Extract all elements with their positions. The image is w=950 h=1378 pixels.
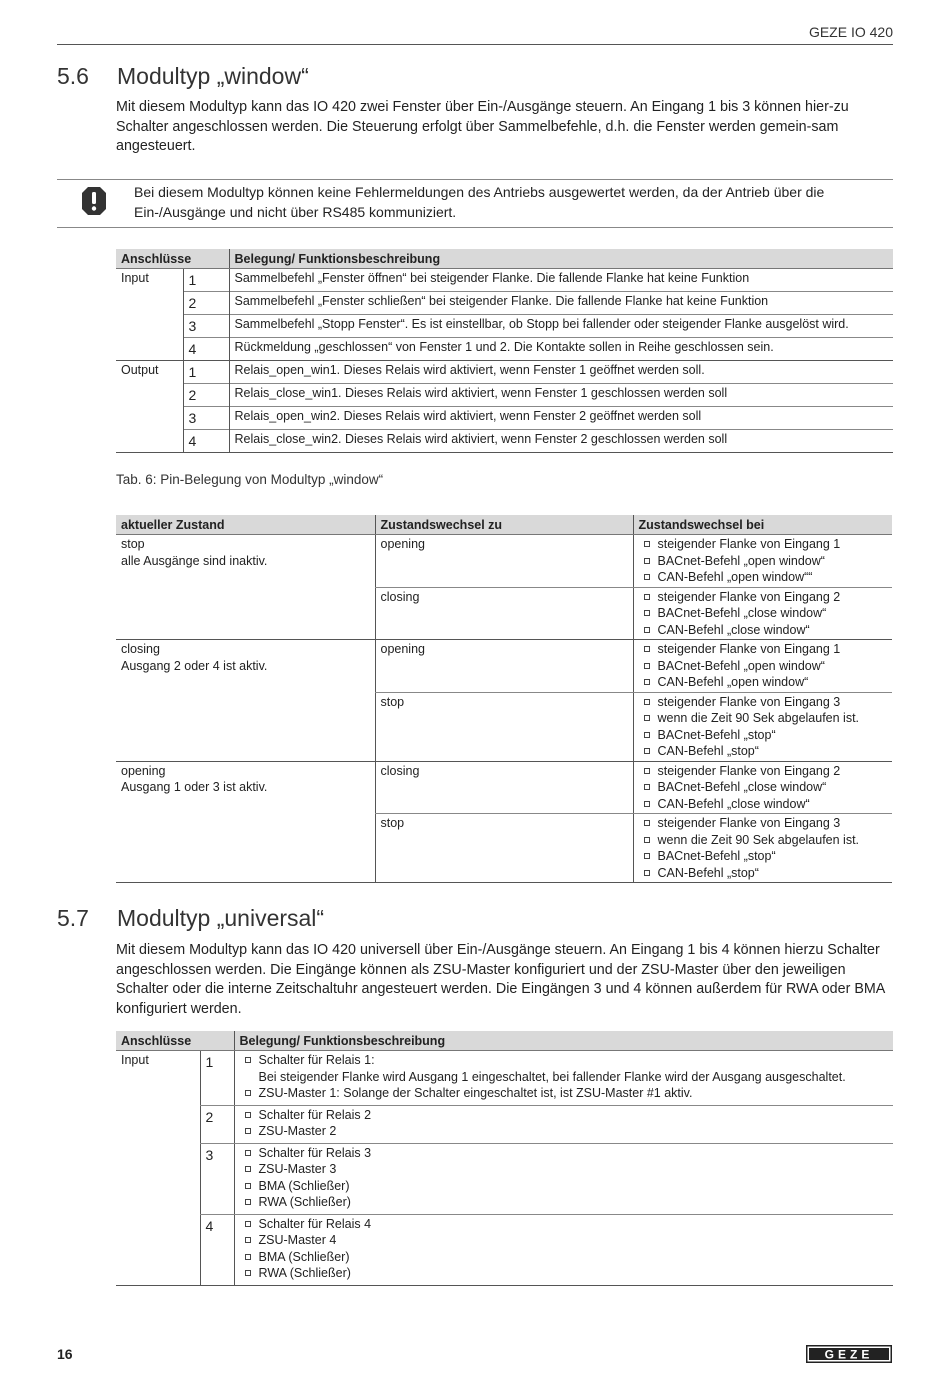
- list-item: steigender Flanke von Eingang 1: [639, 536, 888, 553]
- list-item: [240, 1145, 889, 1162]
- list-item: CAN-Befehl „close window“: [639, 796, 888, 813]
- list-item-text: ZSU-Master 2: [258, 1124, 337, 1138]
- table-row: [116, 361, 893, 384]
- pin-number: 1: [200, 1051, 234, 1106]
- pin-number: 4: [183, 430, 229, 453]
- table-row: [116, 761, 892, 814]
- list-item: CAN-Befehl „open window“: [639, 674, 888, 691]
- pin-description: [234, 1051, 893, 1106]
- pin-number: 3: [200, 1143, 234, 1214]
- state-name: opening: [121, 763, 166, 778]
- page-number: 16: [57, 1346, 73, 1362]
- transition-target: opening: [375, 535, 633, 588]
- pin-description: Rückmeldung „geschlossen“ von Fenster 1 und 2. Die Kontakte sollen in Reihe geschlossen sein.: [229, 338, 893, 361]
- pin-number: 2: [200, 1105, 234, 1143]
- list-item-text: BMA (Schließer): [258, 1178, 350, 1193]
- list-item: BACnet-Befehl „open window“: [639, 658, 888, 675]
- table-row: [116, 640, 892, 693]
- section-5-7-title: [57, 905, 324, 932]
- trigger-list: [639, 536, 888, 586]
- pin-table-universal: [116, 1031, 893, 1286]
- pin-description: Sammelbefehl „Fenster öffnen“ bei steigender Flanke. Die fallende Flanke hat keine Funktion: [229, 269, 893, 292]
- function-list: [240, 1145, 889, 1211]
- table-header-row: [116, 1031, 893, 1051]
- list-item-text: RWA (Schließer): [258, 1266, 351, 1280]
- state-table-window: [116, 515, 892, 883]
- group-label: Input: [116, 269, 183, 361]
- transition-triggers: [633, 814, 892, 883]
- transition-triggers: [633, 761, 892, 814]
- section-heading: Modultyp „window“: [117, 63, 309, 89]
- section-5-7-intro: Mit diesem Modultyp kann das IO 420 universell über Ein-/Ausgänge steuern. An Eingang 1 bis 4 können hierzu Schalter angeschlossen werden. Die Eingänge können als ZSU-Master konfiguriert und der ZSU-Master über den jeweiligen Schalter oder die interne Zeitschaltuhr angesteuert werden. Die Eingängen 3 und 4 können außerdem für RWA oder BMA konfiguriert werden.: [116, 942, 885, 1017]
- state-name: closing: [121, 642, 160, 656]
- list-item: CAN-Befehl „close window“: [639, 622, 888, 639]
- transition-triggers: [633, 692, 892, 761]
- transition-triggers: [633, 587, 892, 640]
- list-item-text: ZSU-Master 3: [258, 1162, 337, 1176]
- list-item: [240, 1194, 889, 1211]
- section-heading: Modultyp „universal“: [117, 905, 325, 931]
- column-header: Belegung/ Funktionsbeschreibung: [234, 1031, 893, 1051]
- list-item: wenn die Zeit 90 Sek abgelaufen ist.: [639, 832, 888, 849]
- list-item: steigender Flanke von Eingang 3: [639, 815, 888, 832]
- list-item: [240, 1232, 889, 1249]
- table-caption: Tab. 6: Pin-Belegung von Modultyp „window“: [116, 472, 384, 487]
- pin-description: [234, 1143, 893, 1214]
- trigger-list: [639, 641, 888, 691]
- table-header-row: [116, 515, 892, 535]
- pin-number: 2: [183, 292, 229, 315]
- exclamation-icon: [81, 186, 107, 216]
- pin-number: 4: [200, 1214, 234, 1285]
- current-state-cell: [116, 535, 375, 640]
- state-note: alle Ausgänge sind inaktiv.: [121, 553, 268, 568]
- list-item-text: Schalter für Relais 2: [258, 1107, 372, 1122]
- list-item: [240, 1216, 889, 1233]
- function-list: [240, 1216, 889, 1282]
- transition-target: closing: [375, 761, 633, 814]
- state-note: Ausgang 1 oder 3 ist aktiv.: [121, 780, 268, 794]
- pin-description: Relais_open_win1. Dieses Relais wird aktiviert, wenn Fenster 1 geöffnet werden soll.: [229, 361, 893, 384]
- table-row: [116, 338, 893, 361]
- group-label: Output: [116, 361, 183, 453]
- pin-description: Relais_close_win2. Dieses Relais wird aktiviert, wenn Fenster 2 geschlossen werden soll: [229, 430, 893, 453]
- table-row: [116, 535, 892, 588]
- section-5-6-title: [57, 63, 309, 90]
- column-header: Belegung/ Funktionsbeschreibung: [229, 249, 893, 269]
- table-row: [116, 430, 893, 453]
- pin-description: Relais_close_win1. Dieses Relais wird aktiviert, wenn Fenster 1 geschlossen werden soll: [229, 384, 893, 407]
- column-header: Zustandswechsel zu: [375, 515, 633, 535]
- list-item-text: Schalter für Relais 1:: [258, 1053, 375, 1067]
- list-item: steigender Flanke von Eingang 2: [639, 763, 888, 780]
- list-item: [240, 1249, 889, 1266]
- header-rule: [57, 44, 893, 45]
- list-item-text: BMA (Schließer): [258, 1249, 350, 1264]
- list-item-text: RWA (Schließer): [258, 1195, 351, 1209]
- table-row: [116, 1105, 893, 1143]
- group-label: Input: [116, 1051, 200, 1286]
- pin-number: 3: [183, 407, 229, 430]
- section-5-6-intro: Mit diesem Modultyp kann das IO 420 zwei Fenster über Ein-/Ausgänge steuern. An Eingang 1 bis 3 können hier-zu Schalter angeschlossen werden. Die Steuerung erfolgt über Sammelbefehle, d.h. die Fenster werden gemein-sam angesteuert.: [116, 99, 849, 154]
- column-header: Anschlüsse: [116, 249, 229, 269]
- pin-number: 1: [183, 269, 229, 292]
- transition-target: stop: [375, 692, 633, 761]
- column-header: Zustandswechsel bei: [633, 515, 892, 535]
- state-note: Ausgang 2 oder 4 ist aktiv.: [121, 658, 268, 673]
- pin-number: 3: [183, 315, 229, 338]
- transition-target: stop: [375, 814, 633, 883]
- section-number: 5.6: [57, 63, 89, 89]
- trigger-list: [639, 815, 888, 881]
- list-item: BACnet-Befehl „open window“: [639, 553, 888, 570]
- transition-triggers: [633, 535, 892, 588]
- list-item-text: Schalter für Relais 4: [258, 1216, 372, 1231]
- table-row: [116, 407, 893, 430]
- table-row: [116, 384, 893, 407]
- list-item-text: ZSU-Master 4: [258, 1233, 337, 1247]
- table-header-row: [116, 249, 893, 269]
- list-item-text: ZSU-Master 1: Solange der Schalter eingeschaltet ist, ist ZSU-Master #1 aktiv.: [258, 1086, 693, 1100]
- pin-description: Sammelbefehl „Fenster schließen“ bei steigender Flanke. Die fallende Flanke hat keine Funktion: [229, 292, 893, 315]
- table-row: [116, 292, 893, 315]
- transition-triggers: [633, 640, 892, 693]
- list-item: [240, 1265, 889, 1282]
- list-item: steigender Flanke von Eingang 2: [639, 589, 888, 606]
- list-item: [240, 1107, 889, 1124]
- list-item: steigender Flanke von Eingang 1: [639, 641, 888, 658]
- list-item: steigender Flanke von Eingang 3: [639, 694, 888, 711]
- transition-target: closing: [375, 587, 633, 640]
- list-item-continuation: Bei steigender Flanke wird Ausgang 1 eingeschaltet, bei fallender Flanke wird der Ausgang ausgeschaltet.: [258, 1069, 846, 1084]
- list-item: wenn die Zeit 90 Sek abgelaufen ist.: [639, 710, 888, 727]
- notice-box: [57, 179, 893, 228]
- list-item: BACnet-Befehl „close window“: [639, 779, 888, 796]
- list-item: CAN-Befehl „stop“: [639, 743, 888, 760]
- pin-number: 4: [183, 338, 229, 361]
- list-item-text: Schalter für Relais 3: [258, 1145, 372, 1160]
- pin-description: [234, 1105, 893, 1143]
- list-item: CAN-Befehl „open window““: [639, 569, 888, 586]
- list-item: [240, 1123, 889, 1140]
- current-state-cell: [116, 761, 375, 883]
- column-header: Anschlüsse: [116, 1031, 234, 1051]
- pin-table-window: [116, 249, 893, 453]
- table-row: [116, 315, 893, 338]
- trigger-list: [639, 763, 888, 813]
- table-row: [116, 1143, 893, 1214]
- list-item: [240, 1052, 889, 1085]
- column-header: aktueller Zustand: [116, 515, 375, 535]
- notice-text: Bei diesem Modultyp können keine Fehlermeldungen des Antriebs ausgewertet werden, da der Antrieb über die Ein-/Ausgänge und nicht über RS485 kommuniziert.: [134, 184, 825, 220]
- svg-text:GEZE: GEZE: [824, 1347, 874, 1362]
- list-item: [240, 1161, 889, 1178]
- list-item: [240, 1178, 889, 1195]
- section-number: 5.7: [57, 905, 89, 931]
- table-row: [116, 1214, 893, 1285]
- pin-description: [234, 1214, 893, 1285]
- current-state-cell: [116, 640, 375, 762]
- trigger-list: [639, 589, 888, 639]
- pin-description: Sammelbefehl „Stopp Fenster“. Es ist einstellbar, ob Stopp bei fallender oder steigender Flanke ausgelöst wird.: [229, 315, 893, 338]
- table-row: [116, 1051, 893, 1106]
- state-name: stop: [121, 537, 145, 551]
- header-title: GEZE IO 420: [808, 24, 893, 40]
- table-row: [116, 269, 893, 292]
- pin-number: 2: [183, 384, 229, 407]
- list-item: BACnet-Befehl „close window“: [639, 605, 888, 622]
- geze-logo: [806, 1345, 892, 1363]
- function-list: [240, 1107, 889, 1140]
- list-item: BACnet-Befehl „stop“: [639, 848, 888, 865]
- pin-description: Relais_open_win2. Dieses Relais wird aktiviert, wenn Fenster 2 geöffnet werden soll: [229, 407, 893, 430]
- list-item: [240, 1085, 889, 1102]
- transition-target: opening: [375, 640, 633, 693]
- list-item: CAN-Befehl „stop“: [639, 865, 888, 882]
- list-item: BACnet-Befehl „stop“: [639, 727, 888, 744]
- pin-number: 1: [183, 361, 229, 384]
- function-list: [240, 1052, 889, 1102]
- trigger-list: [639, 694, 888, 760]
